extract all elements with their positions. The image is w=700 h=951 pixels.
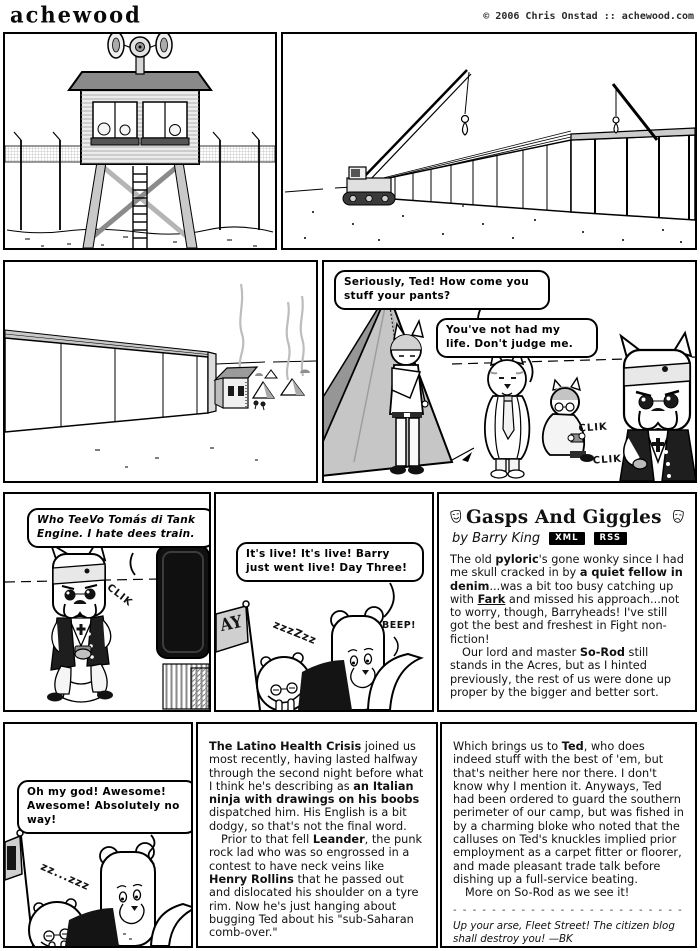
blog-title-row <box>450 504 684 529</box>
bubble-tail <box>123 552 145 578</box>
panel-camp-conversation <box>322 260 697 483</box>
xml-feed-badge[interactable]: XML <box>549 532 584 546</box>
flag-letters: AY <box>218 611 245 637</box>
byline-row <box>452 531 684 546</box>
character-sorod-sitting <box>47 538 113 702</box>
smoke-plumes <box>240 284 304 380</box>
blog-column-3 <box>453 740 684 900</box>
speech-bubble: Oh my god! Awesome! Awesome! Absolutely no way! <box>17 780 193 834</box>
comedy-mask-icon <box>448 503 464 529</box>
copyright-line: © 2006 Chris Onstad :: achewood.com <box>483 11 694 22</box>
blog-byline: by Barry King <box>452 531 541 546</box>
panel-blog-final <box>440 722 697 948</box>
blog-paragraph: More on So-Rod as we see it! <box>465 886 630 900</box>
blog-paragraph: The Latino Health Crisis joined us most recently, having lasted halfway through the second night before what I think he's describing as an Italian ninja with drawings on his boobs dispatched him. His English is a bit dodgy, so that's not the final word. <box>209 740 424 833</box>
bears-reaction-drawing <box>5 724 191 946</box>
panel-blog-middle <box>196 722 438 948</box>
panel-tv-watcher <box>3 492 211 712</box>
tower-structure <box>83 162 197 248</box>
blog-paragraph: Our lord and master So-Rod still stands in the Acres, but as I hinted previously, the rest of us were done up proper by the bigger and better sort. <box>450 646 672 699</box>
speech-bubble: Who TeeVo Tomás di Tank Engine. I hate dees train. <box>27 508 211 548</box>
camp-figures <box>254 401 265 410</box>
panel-bears-reaction <box>3 722 193 948</box>
speech-bubble: It's live! It's live! Barry just went live! Day Three! <box>236 542 424 582</box>
speech-bubble: You've not had my life. Don't judge me. <box>436 318 598 358</box>
remote-click-sfx: CLIK <box>104 582 135 609</box>
dashed-divider: - - - - - - - - - - - - - - - - - - - - - - - - <box>453 904 684 916</box>
snoring-sfx: zz...zzz <box>38 859 92 894</box>
snoring-sfx: zzzZzz <box>271 617 319 648</box>
tower-cabin <box>69 72 211 164</box>
blog-title: Gasps And Giggles <box>466 505 662 528</box>
blog-paragraph: Prior to that fell Leander, the punk rock lad who was so engrossed in a contest to have neck veins like Henry Rollins that he passed out and dislocated his shoulder on a tyre rim. Now he's just hanging about bugging Ted about his "sub-Saharan comb-over." <box>209 833 423 940</box>
panel-camp-beyond-wall <box>3 260 318 483</box>
speech-bubble: Seriously, Ted! How come you stuff your pants? <box>334 270 550 310</box>
blog-paragraph: Which brings us to Ted, who does indeed stuff with the best of 'em, but that's neither here nor there. I don't know why I mention it. Anyways, Ted had been ordered to guard the southern perimeter of our camp, but was fished in by a charming bloke who noted that the calluses on Ted's knuckles implied prior employment as a carpet fitter or floorer, and made pleasant trade talk before dishing up a full-service beating. <box>453 740 684 886</box>
character-sorod-dog <box>620 333 695 481</box>
rss-feed-badge[interactable]: RSS <box>594 532 627 546</box>
loudspeakers <box>108 34 172 74</box>
blog-paragraph: The old pyloric's gone wonky since I had me skull cracked in by a quiet fellow in denim...was a bit too busy catching up with Fark and missed his approach...not to worry, though, Barryheads! I've still got the best and freshest in Fight non-fiction! <box>450 553 684 646</box>
laptop-screen-edge <box>151 904 191 946</box>
typing-sfx: CLIK CLIK <box>578 421 623 467</box>
tragedy-mask-icon <box>670 503 686 529</box>
television <box>157 546 209 709</box>
beep-tail <box>392 636 406 658</box>
blog-footnote: Up your arse, Fleet Street! The citizen blog shall destroy you! —BK <box>453 919 675 945</box>
panel-watchtower <box>3 32 277 250</box>
panel-blog-intro <box>437 492 697 712</box>
camp-shack <box>215 367 257 408</box>
bubble-tail <box>520 357 544 385</box>
achewood-logo[interactable]: achewood <box>10 1 142 28</box>
border-wall <box>379 128 695 220</box>
bubble-tail <box>143 834 163 866</box>
watchtower-drawing <box>5 34 275 248</box>
wall-construction-drawing <box>283 34 695 248</box>
blog-column-1 <box>450 553 684 699</box>
blog-column-2 <box>209 740 425 939</box>
panel-wall-construction <box>281 32 697 250</box>
laptop-beep-sfx: BEEP! <box>382 620 417 631</box>
camp-drawing <box>5 262 316 481</box>
bubble-tail <box>374 582 400 620</box>
panel-bears-laptop <box>214 492 434 712</box>
